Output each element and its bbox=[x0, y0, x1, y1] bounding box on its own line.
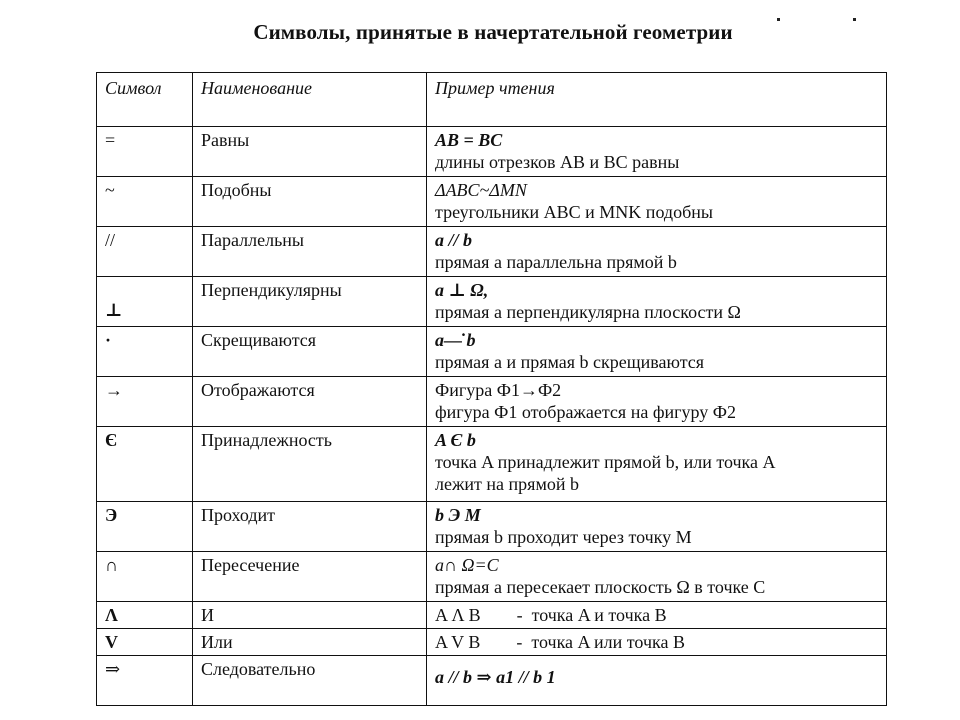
table-row bbox=[97, 502, 887, 552]
symbol-cell bbox=[97, 277, 193, 327]
table-row bbox=[97, 177, 887, 227]
table-row bbox=[97, 127, 887, 177]
page-title: Символы, принятые в начертательной геометрии bbox=[253, 20, 733, 44]
name-cell: Равны bbox=[193, 127, 427, 177]
symbols-table bbox=[96, 72, 887, 706]
belongs-symbol: Є bbox=[105, 430, 118, 450]
symbol-cell bbox=[97, 656, 193, 706]
symbol-cell bbox=[97, 552, 193, 602]
table-row bbox=[97, 227, 887, 277]
or-symbol: V bbox=[105, 632, 118, 652]
intersection-symbol: ∩ bbox=[105, 555, 118, 575]
name-cell: Скрещиваются bbox=[193, 327, 427, 377]
symbol-cell bbox=[97, 629, 193, 656]
implies-icon: ⇒ bbox=[105, 659, 121, 679]
name-cell: Или bbox=[193, 629, 427, 656]
symbol-cell bbox=[97, 327, 193, 377]
example-cell bbox=[427, 127, 887, 177]
example-cell bbox=[427, 427, 887, 502]
example-cell bbox=[427, 656, 887, 706]
example-cell bbox=[427, 377, 887, 427]
skew-symbol: · bbox=[105, 330, 112, 350]
table-row bbox=[97, 377, 887, 427]
name-cell: Проходит bbox=[193, 502, 427, 552]
example-line: прямая a пересекает плоскость Ω в точке C bbox=[435, 577, 766, 597]
example-line: a∩ Ω=C bbox=[435, 555, 499, 575]
perpendicular-symbol: ⊥ bbox=[105, 300, 123, 320]
name-cell: И bbox=[193, 602, 427, 629]
corner-mark bbox=[853, 18, 856, 21]
example-line: A V B - точка A или точка B bbox=[435, 632, 685, 652]
column-header-symbol: Символ bbox=[97, 73, 193, 127]
and-symbol: Λ bbox=[105, 605, 118, 625]
example-line: a—̇ b bbox=[435, 330, 476, 350]
example-cell bbox=[427, 602, 887, 629]
table-row bbox=[97, 552, 887, 602]
example-line: ΔABC~ΔMN bbox=[435, 180, 527, 200]
example-line: прямая a и прямая b скрещиваются bbox=[435, 352, 705, 372]
example-cell bbox=[427, 629, 887, 656]
example-line: AB = BC bbox=[435, 130, 503, 150]
symbol-cell bbox=[97, 177, 193, 227]
table-row bbox=[97, 277, 887, 327]
table-row bbox=[97, 327, 887, 377]
symbol-cell bbox=[97, 427, 193, 502]
passes-through-symbol: Э bbox=[105, 505, 118, 525]
symbol-cell bbox=[97, 602, 193, 629]
table-row bbox=[97, 602, 887, 629]
similar-symbol: ~ bbox=[105, 180, 115, 200]
example-cell bbox=[427, 177, 887, 227]
equals-symbol: = bbox=[105, 130, 116, 150]
example-cell bbox=[427, 227, 887, 277]
name-cell: Подобны bbox=[193, 177, 427, 227]
name-cell: Перпендикулярны bbox=[193, 277, 427, 327]
corner-mark bbox=[777, 18, 780, 21]
column-header-name: Наименование bbox=[193, 73, 427, 127]
symbol-cell bbox=[97, 227, 193, 277]
example-line: прямая a параллельна прямой b bbox=[435, 252, 677, 272]
example-line: длины отрезков AB и BC равны bbox=[435, 152, 680, 172]
parallel-symbol: // bbox=[105, 230, 116, 250]
example-line: фигура Ф1 отображается на фигуру Ф2 bbox=[435, 402, 736, 422]
example-line: a // b ⇒ a1 // b 1 bbox=[435, 667, 556, 687]
example-line: Фигура Ф1→Ф2 bbox=[435, 380, 562, 400]
symbol-cell bbox=[97, 377, 193, 427]
name-cell: Пересечение bbox=[193, 552, 427, 602]
example-line: a // b bbox=[435, 230, 473, 250]
table-row bbox=[97, 427, 887, 502]
symbol-cell bbox=[97, 502, 193, 552]
example-line: точка A принадлежит прямой b, или точка A bbox=[435, 452, 776, 472]
example-line: b Э M bbox=[435, 505, 481, 525]
example-cell bbox=[427, 277, 887, 327]
example-line: A Є b bbox=[435, 430, 476, 450]
arrow-right-icon: → bbox=[105, 380, 123, 400]
name-cell: Принадлежность bbox=[193, 427, 427, 502]
name-cell: Отображаются bbox=[193, 377, 427, 427]
name-cell: Следовательно bbox=[193, 656, 427, 706]
example-line: прямая b проходит через точку M bbox=[435, 527, 692, 547]
example-line: треугольники ABC и MNK подобны bbox=[435, 202, 713, 222]
example-line: a ⊥ Ω, bbox=[435, 280, 489, 300]
table-row bbox=[97, 629, 887, 656]
name-cell: Параллельны bbox=[193, 227, 427, 277]
example-cell bbox=[427, 502, 887, 552]
column-header-example: Пример чтения bbox=[427, 73, 887, 127]
example-cell bbox=[427, 327, 887, 377]
symbol-cell bbox=[97, 127, 193, 177]
example-line: лежит на прямой b bbox=[435, 474, 579, 494]
example-line: прямая a перпендикулярна плоскости Ω bbox=[435, 302, 741, 322]
example-cell bbox=[427, 552, 887, 602]
example-line: A Λ B - точка A и точка B bbox=[435, 605, 667, 625]
table-row bbox=[97, 656, 887, 706]
table-header-row bbox=[97, 73, 887, 127]
